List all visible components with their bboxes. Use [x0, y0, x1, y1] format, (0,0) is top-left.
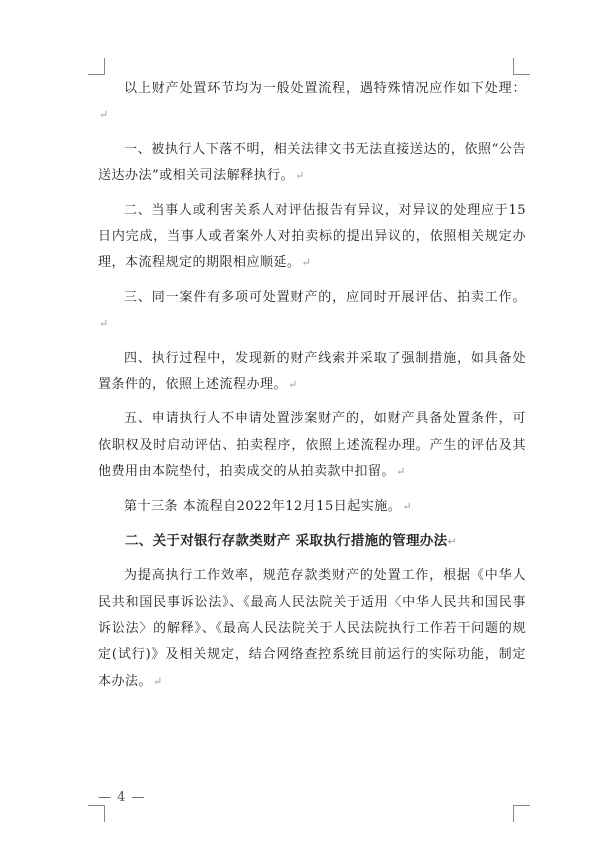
paragraph-item-2: 二、当事人或利害关系人对评估报告有异议，对异议的处理应于15日内完成，当事人或者案外人对拍卖标的提出异议的，依照相关规定办理，本流程规定的期限相应顺延。↵: [98, 202, 526, 271]
paragraph-item-3: 三、同一案件有多项可处置财产的，应同时开展评估、拍卖工作。↵: [99, 289, 526, 331]
crop-mark-top-left: [88, 58, 105, 75]
section-heading: 二、关于对银行存款类财产 采取执行措施的管理办法↵: [125, 533, 457, 550]
crop-mark-top-right: [513, 58, 530, 75]
paragraph-item-1: 一、被执行人下落不明，相关法律文书无法直接送达的，依照“公告送达办法”或相关司法解释执行。↵: [98, 141, 526, 184]
paragraph-intro: 以上财产处置环节均为一般处置流程，遇特殊情况应作如下处理：↵: [99, 81, 526, 122]
paragraph-item-5: 五、申请执行人不申请处置涉案财产的，如财产具备处置条件，可依职权及时启动评估、拍卖程序，依照上述流程办理。产生的评估及其他费用由本院垫付，拍卖成交的从拍卖款中扣留。↵: [98, 411, 526, 480]
crop-mark-bottom-right: [513, 805, 530, 822]
paragraph-item-4: 四、执行过程中，发现新的财产线索并采取了强制措施，如具备处置条件的，依照上述流程办理。↵: [98, 350, 526, 393]
document-body: [98, 76, 526, 703]
paragraph-closing: 为提高执行工作效率，规范存款类财产的处置工作，根据《中华人民共和国民事诉讼法》、《最高人民法院关于适用〈中华人民共和国民事诉讼法〉的解释》、《最高人民法院关于人民法院执行工作若干问题的规定(试行)》及相关规定，结合网络查控系统目前运行的实际功能，制定本办法。↵: [98, 568, 526, 689]
paragraph-article-13: 第十三条 本流程自2022年12月15日起实施。↵: [124, 498, 413, 514]
page-number: — 4 —: [98, 790, 146, 805]
crop-mark-bottom-left: [88, 805, 105, 822]
